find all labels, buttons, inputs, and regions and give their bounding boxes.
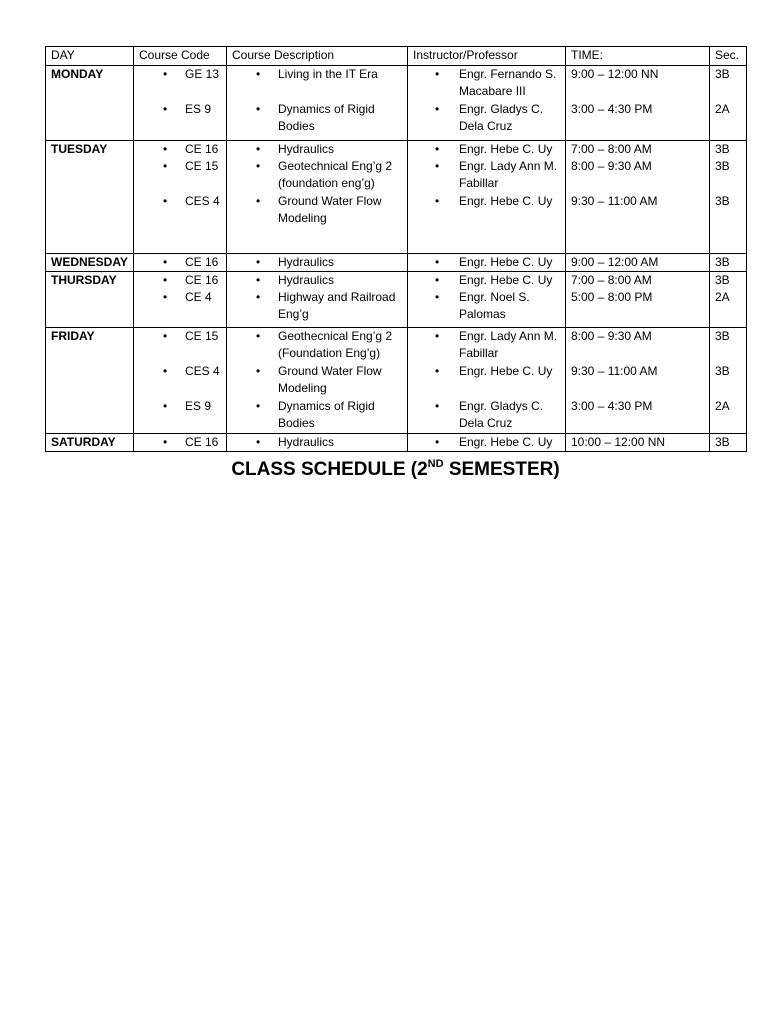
course-code: • CE 16 (139, 272, 221, 289)
section: 3B (715, 142, 730, 156)
section-list (715, 66, 741, 136)
section-cell (710, 66, 747, 141)
course-description: • Geothecnical Eng’g 2 (Foundation Eng’g) (232, 328, 402, 363)
section: 3B (715, 273, 730, 287)
day-cell: FRIDAY (46, 328, 134, 434)
section: 3B (715, 194, 730, 208)
course-description: • Living in the IT Era (232, 66, 402, 101)
course-description-list (232, 434, 402, 451)
header-course-code: Course Code (134, 47, 227, 66)
course-description-list (232, 141, 402, 228)
time: 7:00 – 8:00 AM (571, 273, 652, 287)
time: 3:00 – 4:30 PM (571, 399, 653, 413)
course-code: • ES 9 (139, 101, 221, 136)
table-row (46, 66, 747, 141)
section: 3B (715, 435, 730, 449)
section-cell (710, 328, 747, 434)
instructor: • Engr. Lady Ann M. Fabillar (413, 328, 560, 363)
instructor-list (413, 254, 560, 271)
time: 9:00 – 12:00 AM (571, 255, 659, 269)
instructor-cell (408, 434, 566, 452)
course-code-cell (134, 328, 227, 434)
instructor-list (413, 434, 560, 451)
course-code: • CE 4 (139, 289, 221, 324)
course-code-list (139, 66, 221, 136)
course-description-cell (227, 141, 408, 254)
table-body (46, 66, 747, 452)
title-superscript: ND (427, 458, 444, 470)
instructor-list (413, 272, 560, 324)
section: 3B (715, 255, 730, 269)
section-cell (710, 272, 747, 328)
course-code: • CE 16 (139, 141, 221, 158)
time: 8:00 – 9:30 AM (571, 329, 652, 343)
time: 10:00 – 12:00 NN (571, 435, 666, 449)
instructor-list (413, 141, 560, 228)
table-row (46, 254, 747, 272)
section-cell (710, 254, 747, 272)
time-cell (566, 328, 710, 434)
time: 7:00 – 8:00 AM (571, 142, 652, 156)
time-list (571, 141, 704, 228)
time: 9:30 – 11:00 AM (571, 364, 658, 378)
instructor: • Engr. Fernando S. Macabare III (413, 66, 560, 101)
course-code-list (139, 272, 221, 324)
course-code-cell (134, 66, 227, 141)
instructor: • Engr. Hebe C. Uy (413, 272, 560, 289)
table-header-row (46, 47, 747, 66)
course-code-list (139, 434, 221, 451)
course-description-cell (227, 434, 408, 452)
course-code-list (139, 254, 221, 271)
section: 3B (715, 67, 730, 81)
section-cell (710, 434, 747, 452)
course-description-list (232, 328, 402, 433)
section: 2A (715, 290, 730, 304)
course-code: • GE 13 (139, 66, 221, 101)
table-row (46, 434, 747, 452)
course-description-cell (227, 254, 408, 272)
instructor-cell (408, 66, 566, 141)
course-description-list (232, 272, 402, 324)
course-description: • Highway and Railroad Eng’g (232, 289, 402, 324)
time: 3:00 – 4:30 PM (571, 102, 653, 116)
instructor-cell (408, 328, 566, 434)
time-list (571, 434, 704, 451)
course-description: • Hydraulics (232, 254, 402, 271)
instructor: • Engr. Lady Ann M. Fabillar (413, 158, 560, 193)
course-description: • Hydraulics (232, 434, 402, 451)
course-description-list (232, 254, 402, 271)
time-list (571, 328, 704, 433)
section: 3B (715, 159, 730, 173)
day-cell: SATURDAY (46, 434, 134, 452)
day-cell: TUESDAY (46, 141, 134, 254)
instructor-list (413, 328, 560, 433)
instructor: • Engr. Hebe C. Uy (413, 434, 560, 451)
course-code: • CES 4 (139, 363, 221, 398)
course-description-cell (227, 66, 408, 141)
course-code: • CES 4 (139, 193, 221, 228)
time-cell (566, 66, 710, 141)
table-row (46, 328, 747, 434)
section: 2A (715, 399, 730, 413)
section-list (715, 254, 741, 271)
section-list (715, 272, 741, 324)
course-description: • Ground Water Flow Modeling (232, 193, 402, 228)
course-description: • Dynamics of Rigid Bodies (232, 398, 402, 433)
day-cell: THURSDAY (46, 272, 134, 328)
course-description: • Ground Water Flow Modeling (232, 363, 402, 398)
table-row (46, 141, 747, 254)
course-code-list (139, 141, 221, 228)
course-code: • ES 9 (139, 398, 221, 433)
table-row (46, 272, 747, 328)
header-instructor: Instructor/Professor (408, 47, 566, 66)
course-code-cell (134, 254, 227, 272)
title-prefix: CLASS SCHEDULE (2 (231, 459, 428, 480)
class-schedule-table (45, 46, 747, 452)
instructor: • Engr. Gladys C. Dela Cruz (413, 101, 560, 136)
course-description: • Dynamics of Rigid Bodies (232, 101, 402, 136)
time: 8:00 – 9:30 AM (571, 159, 652, 173)
header-section: Sec. (710, 47, 747, 66)
course-description: • Hydraulics (232, 141, 402, 158)
instructor-list (413, 66, 560, 136)
time-cell (566, 434, 710, 452)
instructor: • Engr. Hebe C. Uy (413, 363, 560, 398)
course-description-cell (227, 328, 408, 434)
section: 3B (715, 364, 730, 378)
course-code: • CE 15 (139, 328, 221, 363)
time-list (571, 272, 704, 324)
section-cell (710, 141, 747, 254)
course-code-cell (134, 272, 227, 328)
section: 2A (715, 102, 730, 116)
page-title (45, 458, 746, 481)
course-code: • CE 16 (139, 434, 221, 451)
instructor-cell (408, 141, 566, 254)
section-list (715, 141, 741, 228)
course-code-cell (134, 434, 227, 452)
section: 3B (715, 329, 730, 343)
course-description: • Hydraulics (232, 272, 402, 289)
time-cell (566, 272, 710, 328)
instructor: • Engr. Hebe C. Uy (413, 141, 560, 158)
time-cell (566, 141, 710, 254)
instructor: • Engr. Hebe C. Uy (413, 254, 560, 271)
section-list (715, 434, 741, 451)
header-course-description: Course Description (227, 47, 408, 66)
time-list (571, 66, 704, 136)
instructor: • Engr. Noel S. Palomas (413, 289, 560, 324)
instructor-cell (408, 272, 566, 328)
time: 9:30 – 11:00 AM (571, 194, 658, 208)
day-cell: MONDAY (46, 66, 134, 141)
course-code-list (139, 328, 221, 433)
course-code-cell (134, 141, 227, 254)
header-time: TIME: (566, 47, 710, 66)
instructor: • Engr. Hebe C. Uy (413, 193, 560, 228)
time-cell (566, 254, 710, 272)
course-description-list (232, 66, 402, 136)
course-code: • CE 16 (139, 254, 221, 271)
time: 9:00 – 12:00 NN (571, 67, 659, 81)
day-cell: WEDNESDAY (46, 254, 134, 272)
title-suffix: SEMESTER) (443, 459, 560, 480)
instructor: • Engr. Gladys C. Dela Cruz (413, 398, 560, 433)
course-description: • Geotechnical Eng’g 2 (foundation eng’g) (232, 158, 402, 193)
course-description-cell (227, 272, 408, 328)
course-code: • CE 15 (139, 158, 221, 193)
header-day: DAY (46, 47, 134, 66)
time-list (571, 254, 704, 271)
section-list (715, 328, 741, 433)
instructor-cell (408, 254, 566, 272)
time: 5:00 – 8:00 PM (571, 290, 653, 304)
